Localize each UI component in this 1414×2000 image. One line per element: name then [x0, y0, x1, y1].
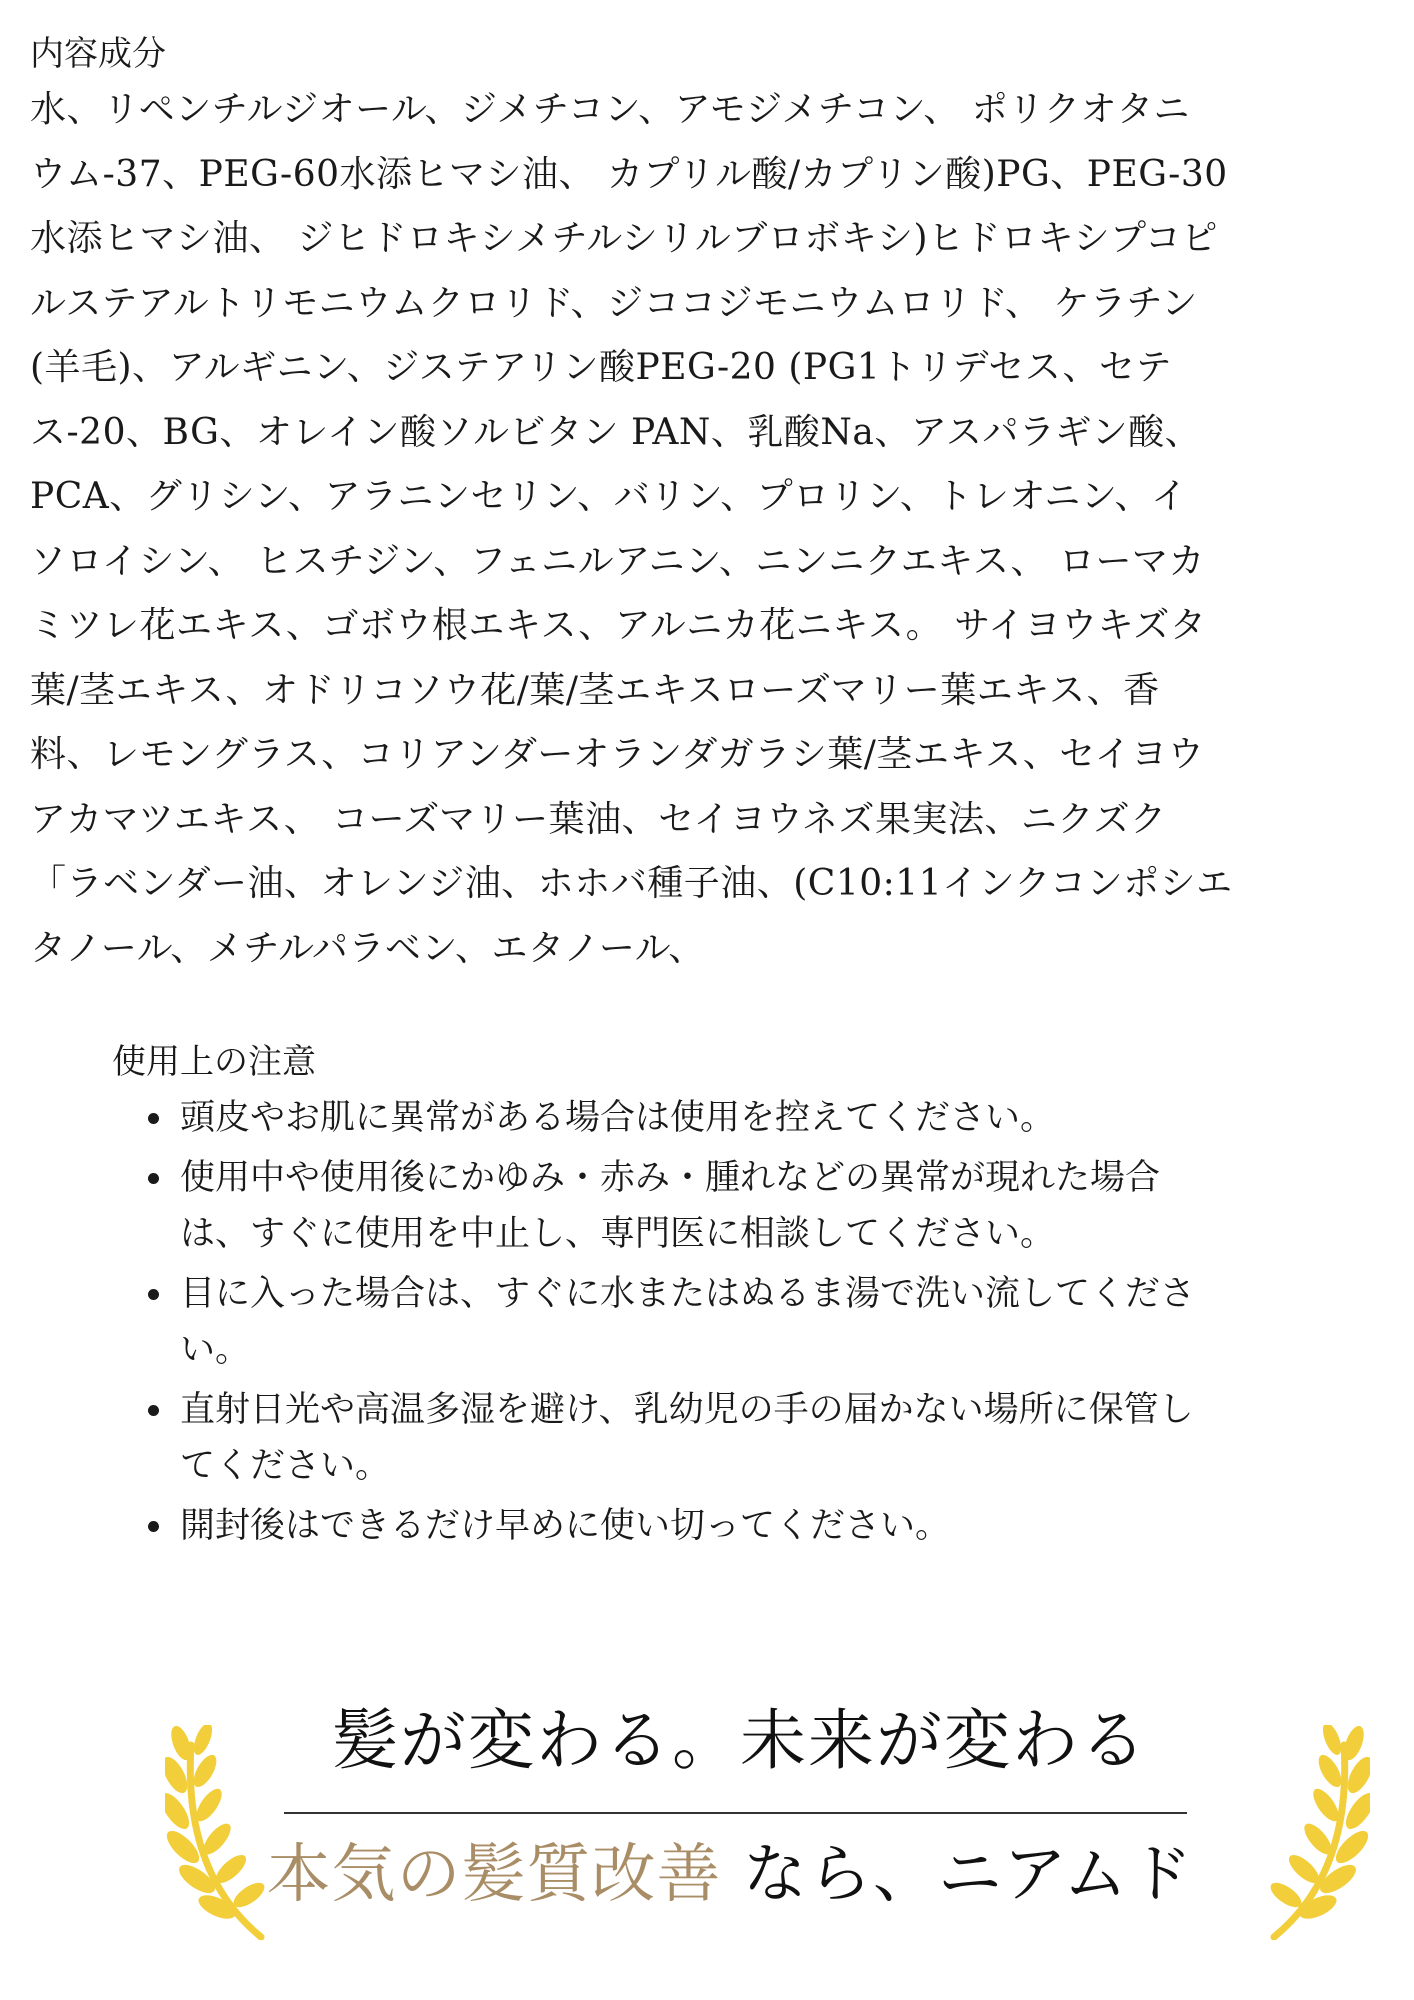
caution-text: 直射日光や高温多湿を避け、乳幼児の手の届かない場所に保管し	[180, 1390, 1194, 1430]
ingredients-section	[30, 30, 1370, 981]
caution-text: 目に入った場合は、すぐに水またはぬるま湯で洗い流してくださ	[180, 1274, 1196, 1314]
divider	[284, 1812, 1187, 1814]
brand-highlight: 本気の髪質改善	[266, 1838, 722, 1912]
ingredients-line: 水、リペンチルジオール、ジメチコン、アモジメチコン、 ポリクオタニ	[30, 89, 1190, 130]
bullet-icon	[148, 1173, 159, 1184]
ingredients-list	[30, 78, 1370, 981]
caution-text: てください。	[180, 1446, 391, 1486]
bullet-icon	[148, 1405, 159, 1416]
caution-text: い。	[180, 1330, 251, 1370]
ingredients-line: 葉/茎エキス、オドリコソウ花/葉/茎エキスローズマリー葉エキス、香	[30, 669, 1160, 711]
caution-item	[112, 1090, 1352, 1146]
caution-item	[112, 1498, 1352, 1554]
bullet-icon	[148, 1113, 159, 1124]
caution-text: 使用中や使用後にかゆみ・赤み・腫れなどの異常が現れた場合	[180, 1158, 1161, 1198]
caution-item	[112, 1382, 1352, 1494]
caution-item	[112, 1150, 1352, 1262]
ingredients-line: ウム-37、PEG-60水添ヒマシ油、 カプリル酸/カプリン酸)PG、PEG-30	[30, 153, 1228, 195]
caution-text: 頭皮やお肌に異常がある場合は使用を控えてください。	[180, 1098, 1056, 1138]
brand-suffix: なら、ニアムド	[721, 1838, 1194, 1912]
bullet-icon	[148, 1521, 159, 1532]
ingredients-line: タノール、メチルパラベン、エタノール、	[30, 927, 705, 969]
brand-banner	[0, 1690, 1414, 1940]
ingredients-line: 水添ヒマシ油、 ジヒドロキシメチルシリルブロボキシ)ヒドロキシプコピ	[30, 218, 1218, 259]
tagline: 髪が変わる。未来が変わる	[332, 1702, 1148, 1779]
ingredients-line: (羊毛)、アルギニン、ジステアリン酸PEG-20 (PG1トリデセス、セテ	[30, 347, 1172, 388]
ingredients-line: アカマツエキス、 コーズマリー葉油、セイヨウネズ果実法、ニクズク	[30, 798, 1167, 840]
caution-text: 開封後はできるだけ早めに使い切ってください。	[180, 1506, 951, 1546]
ingredients-line: ミツレ花エキス、ゴボウ根エキス、アルニカ花ニキス。 サイヨウキズタ	[30, 605, 1207, 646]
cautions-list	[112, 1090, 1352, 1554]
ingredients-line: 料、レモングラス、コリアンダーオランダガラシ葉/茎エキス、セイヨウ	[30, 734, 1205, 775]
ingredients-line: PCA、グリシン、アラニンセリン、バリン、プロリン、トレオニン、イ	[30, 476, 1188, 517]
ingredients-heading: 内容成分	[30, 34, 166, 74]
ingredients-line: ソロイシン、 ヒスチジン、フェニルアニン、ニンニクエキス、 ローマカ	[30, 540, 1205, 582]
cautions-heading: 使用上の注意	[112, 1042, 316, 1082]
caution-item	[112, 1266, 1352, 1378]
ingredients-line: ス-20、BG、オレイン酸ソルビタン PAN、乳酸Na、アスパラギン酸、	[30, 411, 1202, 453]
caution-text: は、すぐに使用を中止し、専門医に相談してください。	[180, 1214, 1056, 1254]
brand-line	[250, 1825, 1210, 1925]
ingredients-line: 「ラベンダー油、オレンジ油、ホホバ種子油、(C10:11インクコンポシエ	[30, 863, 1233, 904]
laurel-wreath-icon	[1240, 1725, 1370, 1940]
cautions-section	[112, 1038, 1352, 1558]
bullet-icon	[148, 1289, 159, 1300]
ingredients-line: ルステアルトリモニウムクロリド、ジココジモニウムロリド、 ケラチン	[30, 282, 1198, 324]
